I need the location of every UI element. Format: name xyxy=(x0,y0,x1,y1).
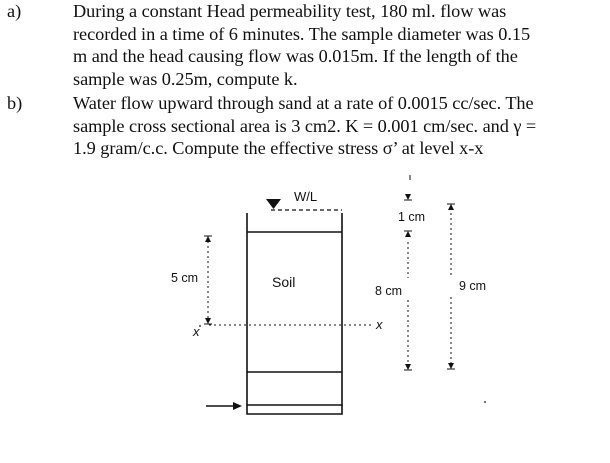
dimension-8cm xyxy=(404,242,412,370)
stray-dot xyxy=(484,401,486,403)
dim-5-label: 5 cm xyxy=(171,271,199,285)
problem-b-line-3: 1.9 gram/c.c. Compute the effective stress σ’ at level x-x xyxy=(73,138,484,158)
stray-dot xyxy=(199,325,201,327)
dim-1-label: 1 cm xyxy=(398,210,426,224)
problem-a-marker: a) xyxy=(7,1,22,21)
container-walls xyxy=(247,213,342,405)
container-base xyxy=(247,405,342,414)
container-outline xyxy=(247,213,342,414)
dim-9-label: 9 cm xyxy=(459,279,487,293)
problem-b-marker: b) xyxy=(7,93,23,113)
problem-b-line-2: sample cross sectional area is 3 cm2. K = 0.001 cm/sec. and γ = xyxy=(73,115,537,136)
problem-b-line-1: Water flow upward through sand at a rate of 0.0015 cc/sec. The xyxy=(73,93,534,113)
water-level-label: W/L xyxy=(294,189,318,204)
dim-9-arrow-up-icon xyxy=(448,204,454,210)
problem-a-line-2: recorded in a time of 6 minutes. The sample diameter was 0.15 xyxy=(73,23,531,44)
dim-8-label: 8 cm xyxy=(375,284,403,298)
dim-5-arrow-up-icon xyxy=(205,236,211,242)
inflow-arrow-icon xyxy=(233,402,242,410)
level-x-left-label: x xyxy=(193,324,200,339)
dim-1-arrow-up-icon xyxy=(405,231,411,237)
problem-a-line-3: m and the head causing flow was 0.015m. If the length of the xyxy=(73,46,518,66)
soil-label: Soil xyxy=(272,274,296,290)
level-x-right-label: x xyxy=(376,317,383,332)
dim-9-arrow-down-icon xyxy=(448,363,454,369)
dim-1-arrow-down-icon xyxy=(405,194,411,200)
problem-a-line-4: sample was 0.25m, compute k. xyxy=(73,68,298,89)
dim-5-arrow-down-icon xyxy=(205,318,211,324)
dimension-5cm xyxy=(204,236,212,324)
problem-a-line-1: During a constant Head permeability test, 180 ml. flow was xyxy=(73,1,507,21)
dimension-9cm xyxy=(447,204,455,369)
water-level-triangle-icon xyxy=(266,199,281,209)
dim-8-arrow-down-icon xyxy=(405,364,411,370)
